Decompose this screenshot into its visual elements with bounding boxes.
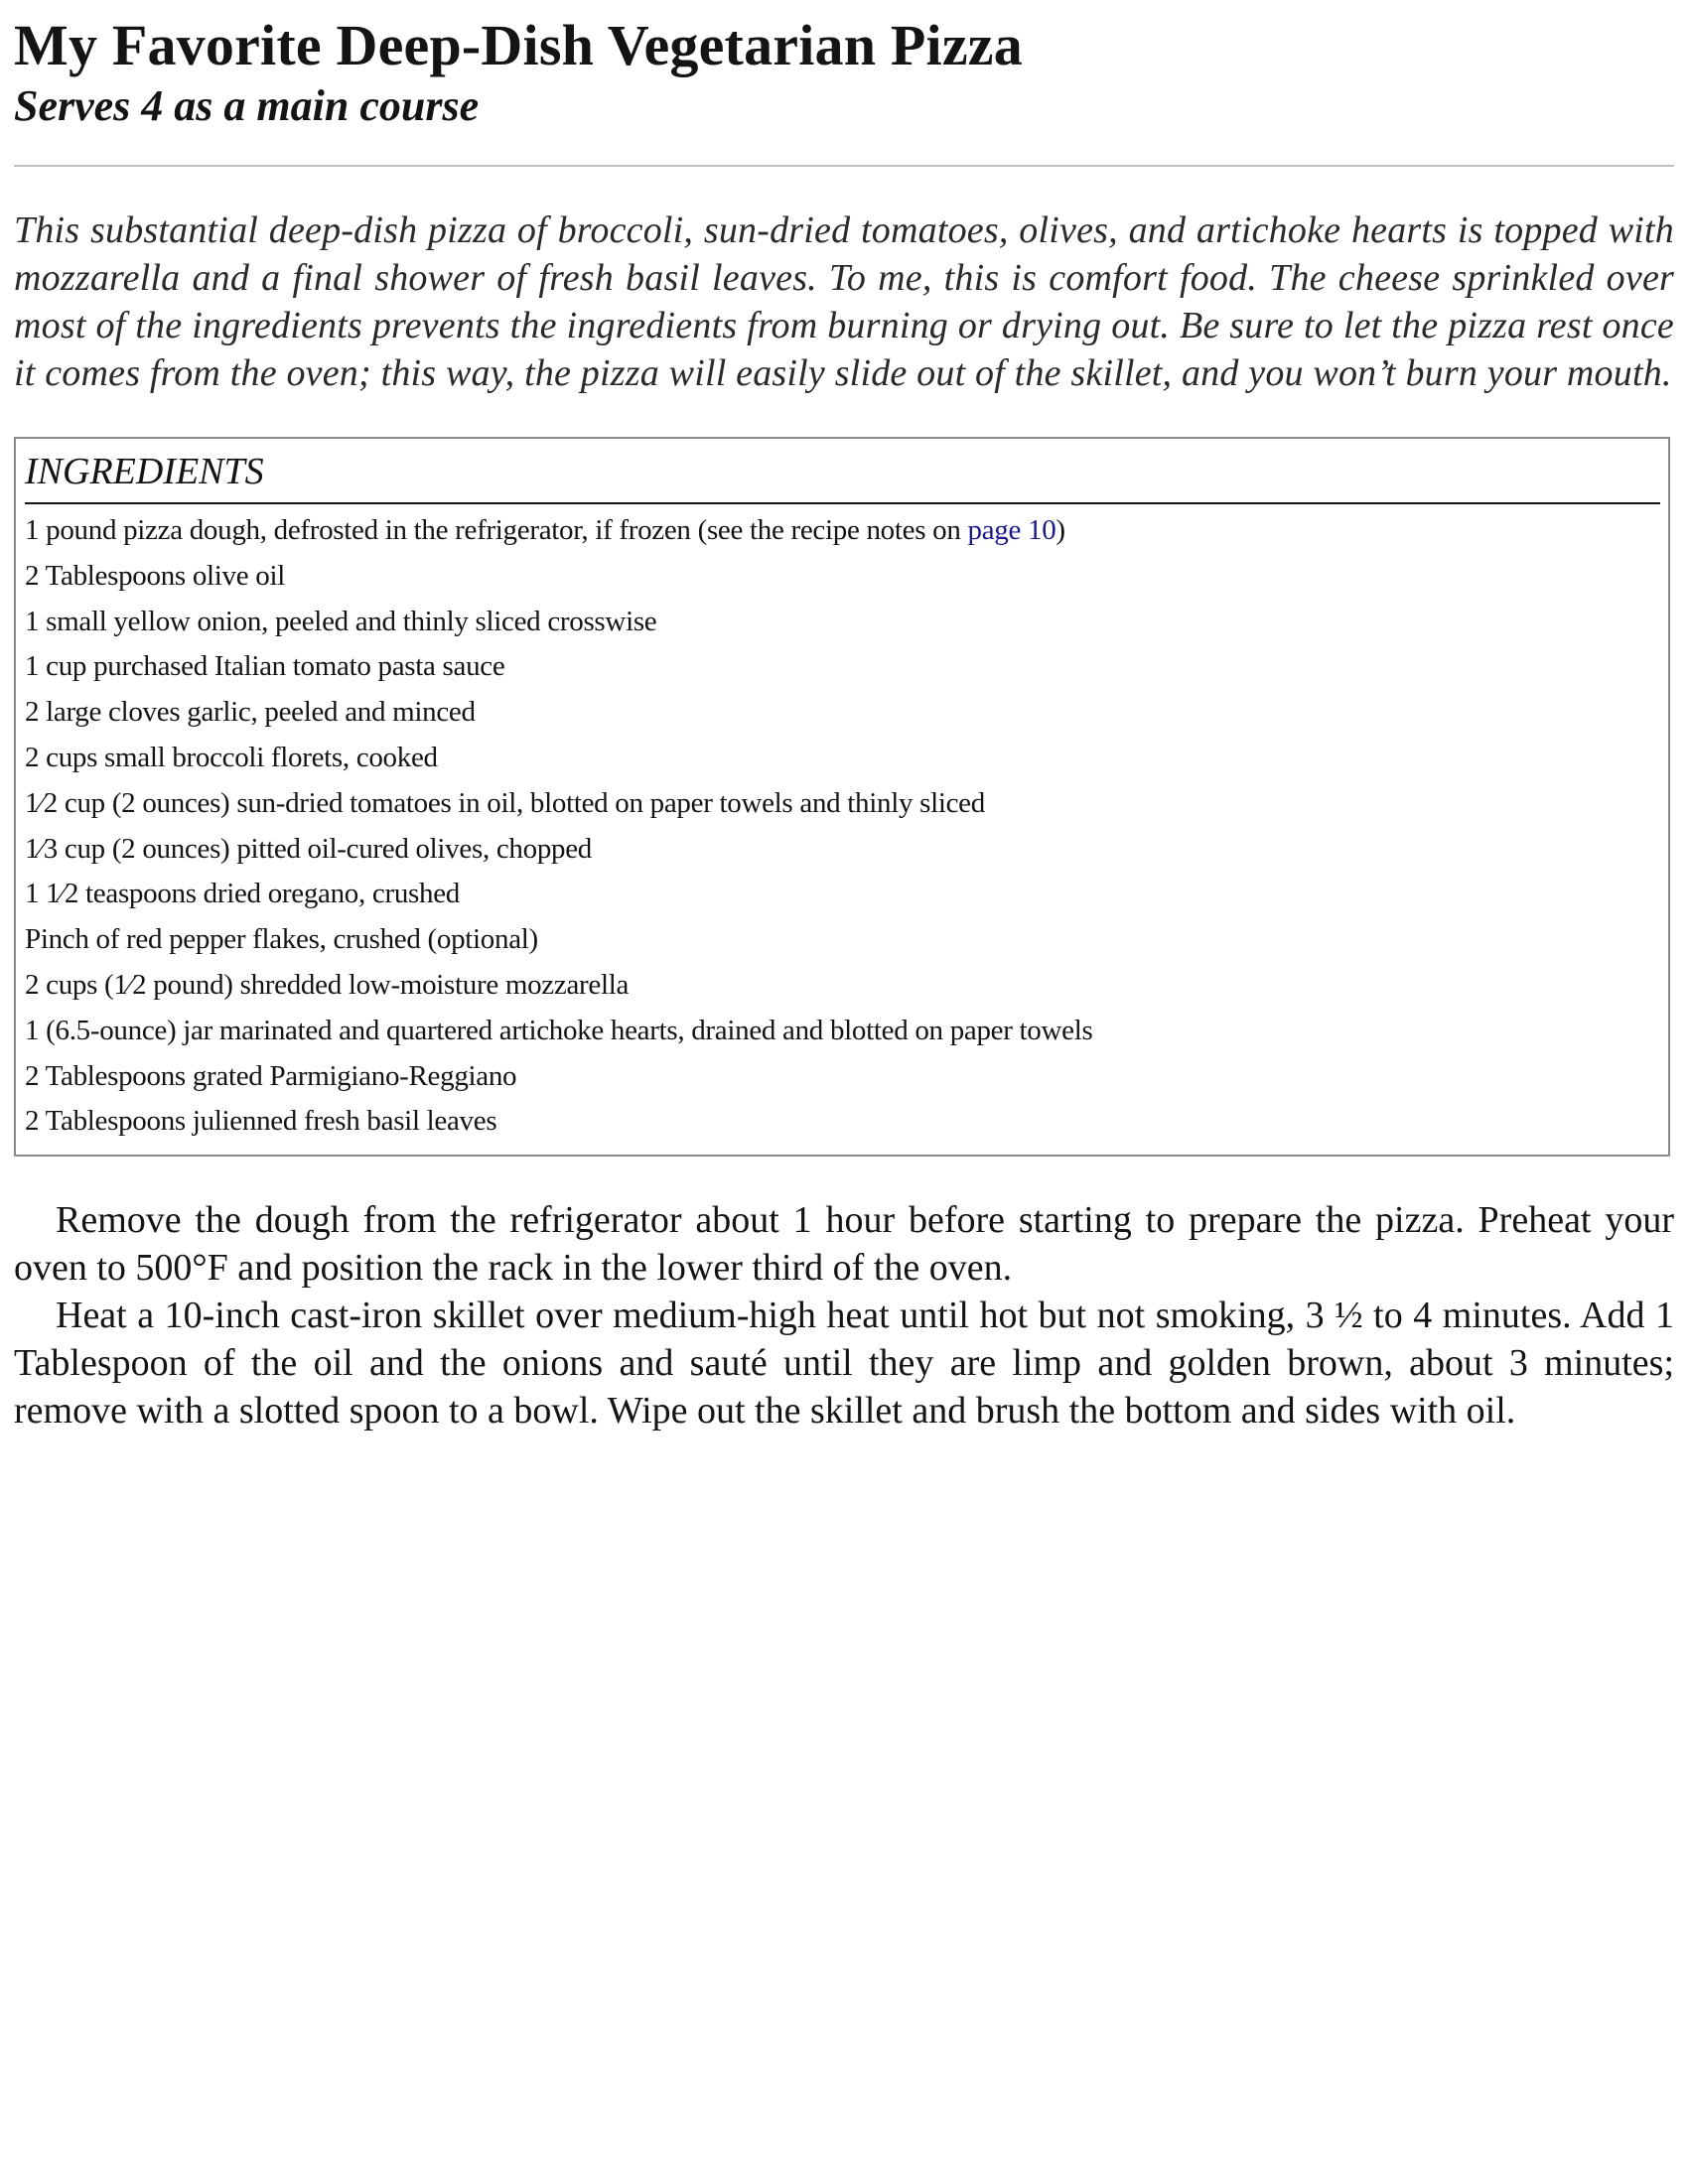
recipe-servings: Serves 4 as a main course — [14, 81, 480, 130]
ingredient-text-end: ) — [1055, 514, 1065, 546]
ingredient-item: 1 1⁄2 teaspoons dried oregano, crushed — [25, 878, 460, 910]
ingredient-item: 1⁄3 cup (2 ounces) pitted oil-cured olives, chopped — [25, 832, 592, 865]
recipe-intro: This substantial deep-dish pizza of broccoli, sun-dried tomatoes, olives, and artichoke hearts is topped with mozzarella and a final shower of fresh basil leaves. To me, this is comfort food. The cheese sprinkled over most of the ingredients prevents the ingredients from burning or drying out. Be sure to let the pizza rest once it comes from the oven; this way, the pizza will easily slide out of the skillet, and you won’t burn your mouth. — [14, 209, 1674, 394]
recipe-title: My Favorite Deep-Dish Vegetarian Pizza — [14, 13, 1023, 77]
ingredient-item: Pinch of red pepper flakes, crushed (optional) — [25, 923, 538, 956]
ingredients-heading: INGREDIENTS — [25, 447, 1660, 504]
ingredient-item: 1⁄2 cup (2 ounces) sun-dried tomatoes in oil, blotted on paper towels and thinly sliced — [25, 786, 985, 819]
ingredients-box — [14, 437, 1670, 1157]
ingredient-text: 1 pound pizza dough, defrosted in the refrigerator, if frozen (see the recipe notes on — [25, 514, 968, 546]
ingredient-item: 2 cups (1⁄2 pound) shredded low-moisture mozzarella — [25, 968, 630, 1001]
method-step: Remove the dough from the refrigerator about 1 hour before starting to prepare the pizza. Preheat your oven to 500°F and position the rack in the lower third of the oven. — [14, 1199, 1674, 1290]
ingredient-item: 1 cup purchased Italian tomato pasta sauce — [25, 650, 505, 683]
title-divider — [14, 165, 1674, 167]
ingredients-list — [25, 508, 1660, 1145]
ingredient-item: 2 Tablespoons olive oil — [25, 559, 285, 592]
ingredient-item: 2 cups small broccoli florets, cooked — [25, 741, 438, 773]
page-link[interactable]: page 10 — [967, 514, 1056, 546]
ingredient-item: 1 (6.5-ounce) jar marinated and quartered artichoke hearts, drained and blotted on paper towels — [25, 1014, 1093, 1046]
ingredient-item: 2 Tablespoons grated Parmigiano-Reggiano — [25, 1059, 517, 1092]
ingredient-item: 1 small yellow onion, peeled and thinly sliced crosswise — [25, 605, 657, 637]
ingredient-item: 2 large cloves garlic, peeled and minced — [25, 696, 476, 729]
recipe-page — [14, 0, 1674, 1434]
ingredient-item: 2 Tablespoons julienned fresh basil leaves — [25, 1105, 497, 1138]
method-step: Heat a 10-inch cast-iron skillet over medium-high heat until hot but not smoking, 3 ½ to 4 minutes. Add 1 Tablespoon of the oil and the onions and sauté until they are limp and golden brown, about 3 minutes; remove with a slotted spoon to a bowl. Wipe out the skillet and brush the bottom and sides with oil. — [14, 1295, 1674, 1433]
ingredient-item — [25, 508, 1660, 554]
method-section — [14, 1196, 1674, 1434]
